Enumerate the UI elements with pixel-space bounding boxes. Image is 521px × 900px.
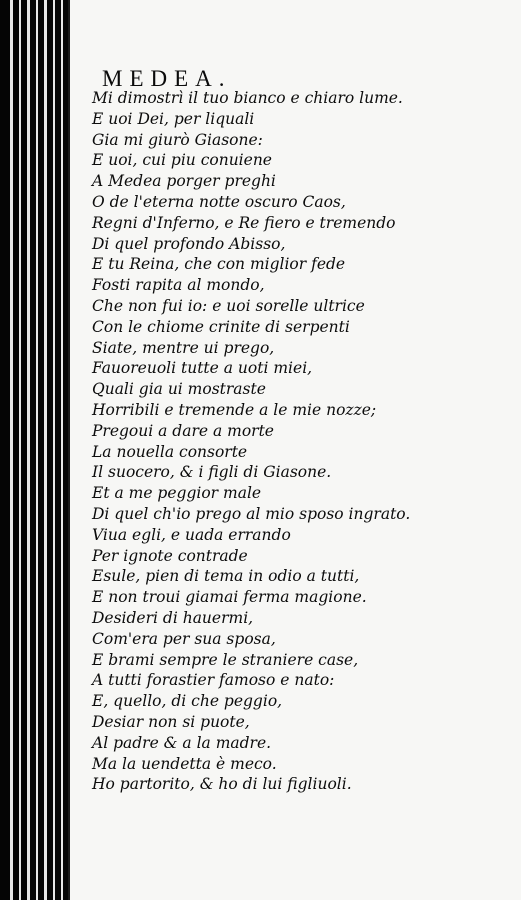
verse-line: Desideri di hauermi, (92, 608, 254, 627)
page-edge-stripe (44, 0, 47, 900)
book-binding-shadow (0, 0, 70, 900)
verse-line: Gia mi giurò Giasone: (92, 130, 263, 149)
verse-line: Regni d'Inferno, e Re fiero e tremendo (92, 213, 396, 232)
verse-line: Et a me peggior male (92, 484, 262, 503)
verse-line: O de l'eterna notte oscuro Caos, (92, 192, 346, 211)
verse-line: Horribili e tremende a le mie nozze; (92, 400, 377, 419)
page-edge-stripe (27, 0, 30, 900)
verse-line: Siate, mentre ui prego, (92, 338, 275, 357)
verse-line: Pregoui a dare a morte (92, 421, 274, 440)
verse-line: Di quel ch'io prego al mio sposo ingrato. (92, 504, 411, 523)
verse-line: E uoi Dei, per liquali (92, 109, 255, 128)
verse-line: Com'era per sua sposa, (92, 629, 276, 648)
verse-line: Viua egli, e uada errando (92, 525, 291, 544)
verse-line: Ho partorito, & ho di lui figliuoli. (92, 775, 352, 794)
verse-line: Che non fui io: e uoi sorelle ultrice (92, 296, 365, 315)
page-edge-stripe (19, 0, 21, 900)
verse-line: La nouella consorte (92, 442, 248, 461)
verse-line: Al padre & a la madre. (92, 733, 272, 752)
page-edge-stripe (53, 0, 55, 900)
verse-line: Desiar non si puote, (92, 712, 250, 731)
verse-line: A tutti forastier famoso e nato: (92, 671, 335, 690)
page-edge-stripe (10, 0, 13, 900)
verse-line: E non troui giamai ferma magione. (92, 588, 367, 607)
verse-line: Fosti rapita al mondo, (92, 276, 265, 295)
page-edge-stripe (61, 0, 63, 900)
verse-line: Esule, pien di tema in odio a tutti, (92, 567, 360, 586)
page-edge-stripe (36, 0, 38, 900)
verse-line: A Medea porger preghi (92, 172, 276, 191)
verse-line: Mi dimostrì il tuo bianco e chiaro lume. (92, 89, 403, 107)
verse-line: E, quello, di che peggio, (92, 692, 283, 711)
verse-line: Per ignote contrade (92, 546, 248, 565)
running-head: MEDEA. (102, 66, 232, 91)
verse-text (92, 88, 432, 795)
verse-line: Quali gia ui mostraste (92, 380, 266, 399)
verse-line: Con le chiome crinite di serpenti (92, 317, 350, 336)
verse-line: E tu Reina, che con miglior fede (92, 255, 346, 274)
verse-line: Fauoreuoli tutte a uoti miei, (92, 359, 313, 378)
verse-line: E uoi, cui piu conuiene (92, 151, 272, 170)
verse-line: Di quel profondo Abisso, (92, 234, 286, 253)
verse-line: Il suocero, & i figli di Giasone. (92, 463, 332, 482)
verse-line: Ma la uendetta è meco. (92, 754, 277, 773)
verse-line: E brami sempre le straniere case, (92, 650, 359, 669)
